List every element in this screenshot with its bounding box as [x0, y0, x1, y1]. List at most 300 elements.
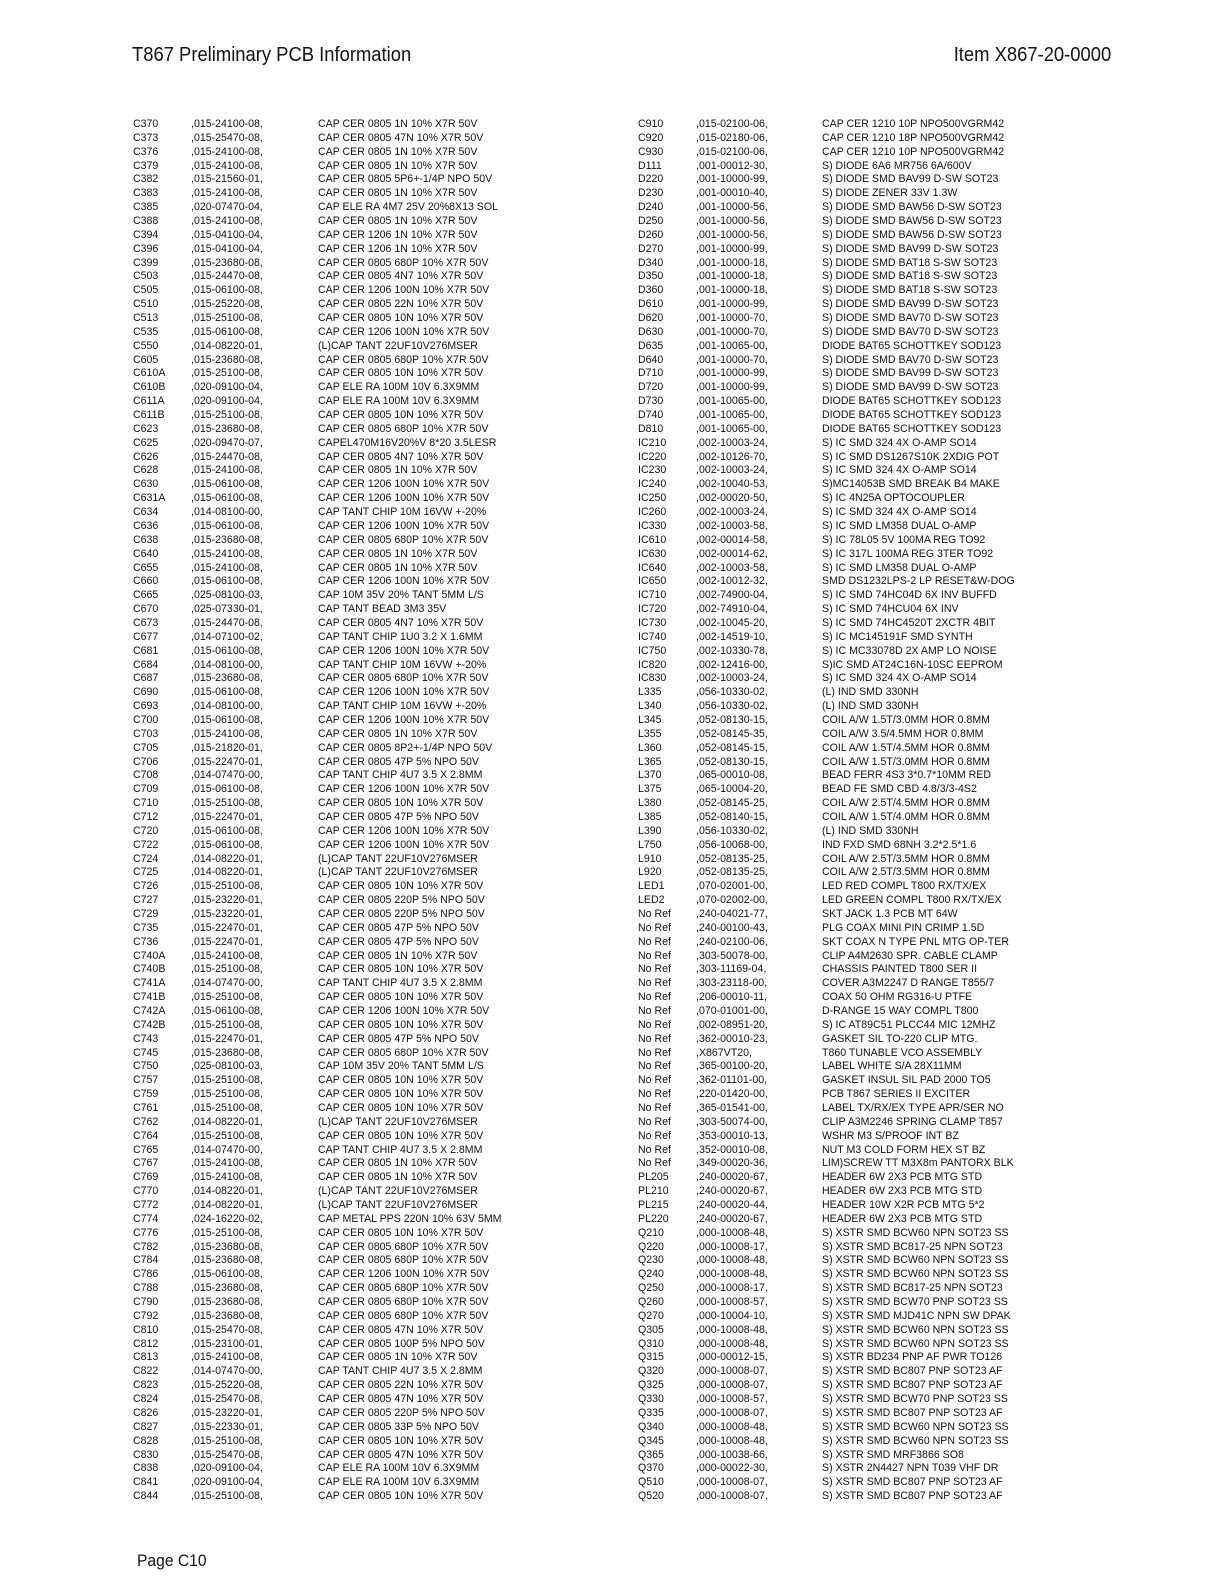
parts-row: [133, 1476, 573, 1490]
part-number: ,015-25100-08,: [191, 880, 263, 893]
part-number: ,002-10003-24,: [696, 506, 768, 519]
part-number: ,015-24100-08,: [191, 727, 263, 740]
parts-row: [638, 506, 1078, 520]
part-description: CAP CER 0805 220P 5% NPO 50V: [318, 1406, 485, 1419]
part-description: DIODE BAT65 SCHOTTKEY SOD123: [822, 339, 1002, 352]
part-description: CAP CER 0805 680P 10% X7R 50V: [318, 672, 489, 685]
ref-designator: PL220: [638, 1212, 669, 1225]
ref-designator: Q310: [638, 1337, 664, 1350]
part-description: CAP CER 0805 1N 10% X7R 50V: [318, 949, 478, 962]
ref-designator: IC730: [638, 616, 667, 629]
part-number: ,001-10000-56,: [696, 215, 768, 228]
part-number: ,240-00020-67,: [696, 1171, 768, 1184]
ref-designator: L355: [638, 727, 662, 740]
ref-designator: L335: [638, 686, 662, 699]
part-number: ,001-10000-56,: [696, 201, 768, 214]
parts-row: [133, 1338, 573, 1352]
ref-designator: C742B: [133, 1018, 166, 1031]
part-number: ,353-00010-13,: [696, 1129, 768, 1142]
ref-designator: C513: [133, 312, 159, 325]
ref-designator: LED2: [638, 894, 665, 907]
part-description: CAP CER 0805 680P 10% X7R 50V: [318, 422, 489, 435]
parts-row: [133, 1296, 573, 1310]
part-number: ,015-24100-08,: [191, 159, 263, 172]
ref-designator: C724: [133, 852, 159, 865]
parts-row: [133, 714, 573, 728]
part-number: ,015-25100-08,: [191, 312, 263, 325]
ref-designator: No Ref: [638, 1088, 671, 1101]
parts-row: [638, 1171, 1078, 1185]
parts-row: [133, 1462, 573, 1476]
part-description: COIL A/W 1.5T/4.0MM HOR 0.8MM: [822, 810, 990, 823]
ref-designator: D640: [638, 353, 664, 366]
ref-designator: C709: [133, 783, 159, 796]
part-description: NUT M3 COLD FORM HEX ST BZ: [822, 1143, 986, 1156]
part-number: ,015-24100-08,: [191, 949, 263, 962]
ref-designator: C373: [133, 131, 159, 144]
parts-row: [638, 1033, 1078, 1047]
parts-row: [638, 1144, 1078, 1158]
part-number: ,000-10008-48,: [696, 1254, 768, 1267]
parts-row: [638, 963, 1078, 977]
ref-designator: C822: [133, 1365, 159, 1378]
part-number: ,001-10000-99,: [696, 242, 768, 255]
part-description: S) DIODE SMD BAW56 D-SW SOT23: [822, 228, 1002, 241]
part-description: S) DIODE SMD BAV70 D-SW SOT23: [822, 353, 999, 366]
part-description: CAP CER 0805 10N 10% X7R 50V: [318, 1018, 484, 1031]
part-number: ,000-10008-48,: [696, 1268, 768, 1281]
parts-row: [133, 589, 573, 603]
ref-designator: C743: [133, 1032, 159, 1045]
part-number: ,002-10012-32,: [696, 575, 768, 588]
part-description: S) XSTR SMD BCW60 NPN SOT23 SS: [822, 1268, 1009, 1281]
parts-row: [638, 1199, 1078, 1213]
part-number: ,002-00020-50,: [696, 492, 768, 505]
parts-row: [638, 1047, 1078, 1061]
ref-designator: IC720: [638, 603, 667, 616]
parts-row: [638, 756, 1078, 770]
parts-row: [133, 1310, 573, 1324]
part-description: CAP CER 0805 47P 5% NPO 50V: [318, 935, 479, 948]
ref-designator: No Ref: [638, 1129, 671, 1142]
parts-row: [133, 1033, 573, 1047]
ref-designator: No Ref: [638, 1018, 671, 1031]
part-number: ,015-25220-08,: [191, 1379, 263, 1392]
part-number: ,352-00010-08,: [696, 1143, 768, 1156]
ref-designator: C396: [133, 242, 159, 255]
ref-designator: C640: [133, 547, 159, 560]
part-description: CAP CER 1206 1N 10% X7R 50V: [318, 242, 478, 255]
part-description: S) IC SMD 324 4X O-AMP SO14: [822, 672, 977, 685]
ref-designator: L375: [638, 783, 662, 796]
parts-row: [133, 367, 573, 381]
ref-designator: C636: [133, 519, 159, 532]
part-description: CAP CER 1206 100N 10% X7R 50V: [318, 1005, 490, 1017]
ref-designator: C703: [133, 727, 159, 740]
ref-designator: C740B: [133, 963, 166, 976]
parts-row: [133, 1421, 573, 1435]
ref-designator: C610A: [133, 367, 166, 380]
part-description: LIM)SCREW TT M3X8m PANTORX BLK: [822, 1157, 1014, 1170]
part-number: ,015-23220-01,: [191, 907, 263, 920]
parts-row: [133, 1393, 573, 1407]
part-number: ,015-06100-08,: [191, 824, 263, 837]
ref-designator: No Ref: [638, 991, 671, 1004]
part-number: ,020-09100-04,: [191, 1462, 263, 1475]
part-description: S) IC 78L05 5V 100MA REG TO92: [822, 533, 986, 546]
part-description: CAP CER 0805 1N 10% X7R 50V: [318, 464, 478, 477]
part-description: S)IC SMD AT24C16N-10SC EEPROM: [822, 658, 1003, 671]
part-description: CAP CER 0805 220P 5% NPO 50V: [318, 907, 485, 920]
ref-designator: IC630: [638, 547, 667, 560]
part-number: ,015-02100-06,: [696, 118, 768, 130]
part-description: S) DIODE 6A6 MR756 6A/600V: [822, 159, 972, 172]
ref-designator: C830: [133, 1448, 159, 1461]
parts-row: [133, 173, 573, 187]
part-description: COIL A/W 2.5T/3.5MM HOR 0.8MM: [822, 852, 990, 865]
part-number: ,015-06100-08,: [191, 478, 263, 491]
part-number: ,000-10008-07,: [696, 1406, 768, 1419]
ref-designator: C741B: [133, 991, 166, 1004]
parts-row: [133, 659, 573, 673]
part-number: ,015-25470-08,: [191, 1448, 263, 1461]
parts-row: [133, 645, 573, 659]
part-number: ,015-25100-08,: [191, 367, 263, 380]
ref-designator: C782: [133, 1240, 159, 1253]
ref-designator: C844: [133, 1490, 159, 1503]
ref-designator: Q220: [638, 1240, 664, 1253]
page-title: T867 Preliminary PCB Information: [132, 44, 412, 66]
parts-row: [638, 908, 1078, 922]
part-description: S) XSTR SMD BC807 PNP SOT23 AF: [822, 1365, 1003, 1378]
part-number: ,015-23680-08,: [191, 1240, 263, 1253]
part-number: ,002-00014-58,: [696, 533, 768, 546]
parts-row: [133, 603, 573, 617]
parts-row: [638, 589, 1078, 603]
part-number: ,052-08135-25,: [696, 852, 768, 865]
ref-designator: C810: [133, 1323, 159, 1336]
part-description: CAP TANT BEAD 3M3 35V: [318, 603, 447, 616]
ref-designator: C735: [133, 921, 159, 934]
part-number: ,002-08951-20,: [696, 1018, 768, 1031]
part-number: ,014-08220-01,: [191, 1199, 263, 1212]
parts-row: [638, 257, 1078, 271]
ref-designator: No Ref: [638, 1102, 671, 1115]
part-number: ,015-25100-08,: [191, 991, 263, 1004]
part-description: S) IC 4N25A OPTOCOUPLER: [822, 492, 965, 505]
part-number: ,001-10000-70,: [696, 353, 768, 366]
parts-row: [638, 894, 1078, 908]
part-number: ,025-07330-01,: [191, 603, 263, 616]
part-number: ,002-10126-70,: [696, 450, 768, 463]
ref-designator: C712: [133, 810, 159, 823]
parts-row: [133, 229, 573, 243]
ref-designator: C670: [133, 603, 159, 616]
part-description: S) XSTR BD234 PNP AF PWR TO126: [822, 1351, 1003, 1364]
parts-row: [638, 991, 1078, 1005]
part-description: CAP CER 0805 33P 5% NPO 50V: [318, 1420, 479, 1433]
ref-designator: C841: [133, 1476, 159, 1489]
ref-designator: C762: [133, 1115, 159, 1128]
part-number: ,000-10008-07,: [696, 1490, 768, 1503]
ref-designator: C665: [133, 589, 159, 602]
part-description: LABEL TX/RX/EX TYPE APR/SER NO: [822, 1102, 1004, 1115]
parts-row: [133, 381, 573, 395]
part-number: ,070-02001-00,: [696, 880, 768, 893]
part-description: CAP CER 1206 100N 10% X7R 50V: [318, 478, 490, 491]
part-number: ,015-24470-08,: [191, 450, 263, 463]
ref-designator: Q365: [638, 1448, 664, 1461]
part-number: ,014-08220-01,: [191, 1185, 263, 1198]
parts-row: [133, 562, 573, 576]
part-number: ,000-10004-10,: [696, 1309, 768, 1322]
part-number: ,014-08100-00,: [191, 658, 263, 671]
part-description: CAP CER 0805 8P2+-1/4P NPO 50V: [318, 741, 493, 754]
parts-row: [133, 1435, 573, 1449]
ref-designator: Q330: [638, 1393, 664, 1406]
part-number: ,015-25100-08,: [191, 1490, 263, 1503]
ref-designator: Q305: [638, 1323, 664, 1336]
ref-designator: No Ref: [638, 907, 671, 920]
part-description: S) DIODE SMD BAV99 D-SW SOT23: [822, 173, 999, 186]
part-description: GASKET SIL TO-220 CLIP MTG.: [822, 1032, 978, 1045]
part-number: ,000-10008-48,: [696, 1337, 768, 1350]
part-number: ,000-10008-17,: [696, 1240, 768, 1253]
parts-row: [638, 492, 1078, 506]
part-description: COAX 50 OHM RG316-U PTFE: [822, 991, 973, 1004]
parts-row: [133, 950, 573, 964]
part-number: ,015-06100-08,: [191, 644, 263, 657]
parts-row: [133, 1144, 573, 1158]
parts-row: [638, 1241, 1078, 1255]
part-number: ,001-10000-99,: [696, 381, 768, 394]
part-number: ,015-23100-01,: [191, 1337, 263, 1350]
parts-row: [638, 1435, 1078, 1449]
part-description: SKT COAX N TYPE PNL MTG OP-TER: [822, 935, 1009, 948]
ref-designator: C750: [133, 1060, 159, 1073]
parts-row: [638, 1324, 1078, 1338]
part-number: ,002-74910-04,: [696, 603, 768, 616]
ref-designator: D350: [638, 270, 664, 283]
ref-designator: C681: [133, 644, 159, 657]
part-description: S) XSTR SMD BCW60 NPN SOT23 SS: [822, 1420, 1009, 1433]
ref-designator: C626: [133, 450, 159, 463]
parts-row: [133, 1379, 573, 1393]
item-number: Item X867-20-0000: [953, 44, 1111, 66]
ref-designator: C776: [133, 1226, 159, 1239]
ref-designator: C710: [133, 797, 159, 810]
ref-designator: C769: [133, 1171, 159, 1184]
ref-designator: C727: [133, 894, 159, 907]
part-description: CAP CER 1210 18P NPO500VGRM42: [822, 131, 1005, 144]
parts-row: [638, 1074, 1078, 1088]
parts-row: [638, 464, 1078, 478]
parts-row: [133, 922, 573, 936]
part-description: CAP CER 0805 1N 10% X7R 50V: [318, 215, 478, 228]
part-number: ,303-11169-04,: [696, 963, 767, 976]
parts-row: [638, 451, 1078, 465]
part-number: ,015-06100-08,: [191, 713, 263, 726]
part-number: ,052-08135-25,: [696, 866, 768, 879]
part-description: S) DIODE SMD BAV99 D-SW SOT23: [822, 242, 999, 255]
part-number: ,052-08130-15,: [696, 713, 768, 726]
ref-designator: C677: [133, 630, 159, 643]
part-description: S) IC SMD DS1267S10K 2XDIG POT: [822, 450, 1000, 463]
parts-row: [638, 1296, 1078, 1310]
part-number: ,015-24100-08,: [191, 118, 263, 130]
part-description: S) DIODE SMD BAT18 S-SW SOT23: [822, 270, 998, 283]
part-description: (L) IND SMD 330NH: [822, 700, 919, 713]
ref-designator: C708: [133, 769, 159, 782]
part-description: CAP TANT CHIP 10M 16VW +-20%: [318, 506, 487, 519]
ref-designator: C660: [133, 575, 159, 588]
part-number: ,014-08100-00,: [191, 700, 263, 713]
parts-row: [133, 617, 573, 631]
ref-designator: C370: [133, 118, 159, 130]
part-description: (L)CAP TANT 22UF10V276MSER: [318, 1199, 478, 1212]
part-description: DIODE BAT65 SCHOTTKEY SOD123: [822, 409, 1002, 422]
part-description: CAP 10M 35V 20% TANT 5MM L/S: [318, 589, 484, 602]
part-description: CAP CER 0805 10N 10% X7R 50V: [318, 1226, 484, 1239]
ref-designator: D620: [638, 312, 664, 325]
part-number: ,001-10000-70,: [696, 312, 768, 325]
part-description: S) XSTR SMD BCW60 NPN SOT23 SS: [822, 1226, 1009, 1239]
parts-row: [133, 478, 573, 492]
parts-row: [638, 1407, 1078, 1421]
part-description: S) XSTR SMD BCW70 PNP SOT23 SS: [822, 1296, 1008, 1309]
ref-designator: IC250: [638, 492, 667, 505]
parts-row: [133, 1324, 573, 1338]
parts-row: [638, 395, 1078, 409]
part-description: CAP CER 1206 100N 10% X7R 50V: [318, 838, 490, 851]
parts-row: [133, 783, 573, 797]
parts-row: [638, 520, 1078, 534]
part-description: CAP TANT CHIP 1U0 3.2 X 1.6MM: [318, 630, 483, 643]
ref-designator: Q230: [638, 1254, 664, 1267]
ref-designator: Q520: [638, 1490, 664, 1503]
ref-designator: D740: [638, 409, 664, 422]
parts-row: [133, 215, 573, 229]
parts-row: [133, 326, 573, 340]
part-description: CAP CER 0805 47N 10% X7R 50V: [318, 1323, 484, 1336]
part-number: ,X867VT20,: [696, 1046, 752, 1059]
part-number: ,000-10038-66,: [696, 1448, 768, 1461]
parts-row: [638, 1393, 1078, 1407]
part-number: ,001-10000-18,: [696, 256, 768, 269]
ref-designator: L750: [638, 838, 662, 851]
ref-designator: Q210: [638, 1226, 664, 1239]
parts-row: [133, 1490, 573, 1504]
parts-row: [638, 1476, 1078, 1490]
ref-designator: C610B: [133, 381, 166, 394]
ref-designator: C784: [133, 1254, 159, 1267]
ref-designator: No Ref: [638, 921, 671, 934]
part-description: CAP CER 0805 4N7 10% X7R 50V: [318, 270, 484, 283]
part-number: ,014-07470-00,: [191, 977, 263, 990]
parts-row: [638, 132, 1078, 146]
parts-row: [638, 1019, 1078, 1033]
parts-row: [638, 1060, 1078, 1074]
part-number: ,015-23680-08,: [191, 353, 263, 366]
ref-designator: No Ref: [638, 1157, 671, 1170]
parts-row: [638, 783, 1078, 797]
ref-designator: C634: [133, 506, 159, 519]
ref-designator: C673: [133, 616, 159, 629]
parts-row: [638, 187, 1078, 201]
part-description: CAP CER 0805 680P 10% X7R 50V: [318, 1309, 489, 1322]
ref-designator: C388: [133, 215, 159, 228]
part-description: S) IC SMD 324 4X O-AMP SO14: [822, 436, 977, 449]
part-number: ,052-08140-15,: [696, 810, 768, 823]
ref-designator: No Ref: [638, 977, 671, 990]
part-description: CAP CER 0805 22N 10% X7R 50V: [318, 298, 484, 311]
ref-designator: C813: [133, 1351, 159, 1364]
parts-row: [638, 714, 1078, 728]
part-number: ,001-10000-99,: [696, 173, 768, 186]
part-description: CAP CER 0805 1N 10% X7R 50V: [318, 727, 478, 740]
parts-row: [638, 742, 1078, 756]
ref-designator: C383: [133, 187, 159, 200]
part-number: ,015-06100-08,: [191, 519, 263, 532]
part-description: CAP CER 0805 1N 10% X7R 50V: [318, 187, 478, 200]
ref-designator: IC750: [638, 644, 667, 657]
parts-row: [638, 880, 1078, 894]
part-description: CAP ELE RA 100M 10V 6.3X9MM: [318, 1476, 480, 1489]
part-description: HEADER 6W 2X3 PCB MTG STD: [822, 1185, 983, 1198]
ref-designator: D250: [638, 215, 664, 228]
parts-row: [133, 451, 573, 465]
parts-row: [638, 617, 1078, 631]
part-number: ,052-08145-35,: [696, 727, 768, 740]
ref-designator: C722: [133, 838, 159, 851]
ref-designator: L360: [638, 741, 662, 754]
parts-row: [133, 728, 573, 742]
ref-designator: IC220: [638, 450, 667, 463]
part-description: PLG COAX MINI PIN CRIMP 1.5D: [822, 921, 985, 934]
part-description: S) DIODE SMD BAV99 D-SW SOT23: [822, 367, 999, 380]
part-description: S) IC SMD 324 4X O-AMP SO14: [822, 464, 977, 477]
part-description: CAP CER 0805 10N 10% X7R 50V: [318, 1129, 484, 1142]
part-description: LED GREEN COMPL T800 RX/TX/EX: [822, 894, 1002, 907]
part-number: ,000-10008-48,: [696, 1226, 768, 1239]
part-description: S) DIODE SMD BAT18 S-SW SOT23: [822, 284, 998, 297]
parts-row: [133, 742, 573, 756]
ref-designator: C720: [133, 824, 159, 837]
part-description: S) XSTR SMD BC807 PNP SOT23 AF: [822, 1406, 1003, 1419]
part-description: COIL A/W 1.5T/3.0MM HOR 0.8MM: [822, 755, 990, 768]
part-description: CAP CER 0805 47N 10% X7R 50V: [318, 131, 484, 144]
ref-designator: C535: [133, 325, 159, 338]
parts-row: [133, 340, 573, 354]
parts-row: [638, 1157, 1078, 1171]
ref-designator: IC820: [638, 658, 667, 671]
parts-row: [133, 769, 573, 783]
part-number: ,001-00012-30,: [696, 159, 768, 172]
parts-row: [638, 367, 1078, 381]
parts-row: [133, 853, 573, 867]
parts-row: [133, 1019, 573, 1033]
part-number: ,015-25100-08,: [191, 1129, 263, 1142]
ref-designator: IC710: [638, 589, 667, 602]
part-number: ,070-02002-00,: [696, 894, 768, 907]
parts-row: [133, 991, 573, 1005]
part-number: ,015-23680-08,: [191, 1046, 263, 1059]
part-description: CAP CER 1206 100N 10% X7R 50V: [318, 1268, 490, 1281]
part-number: ,015-23220-01,: [191, 1406, 263, 1419]
parts-row: [133, 631, 573, 645]
part-description: SKT JACK 1.3 PCB MT 64W: [822, 907, 958, 920]
part-number: ,056-10330-02,: [696, 824, 768, 837]
